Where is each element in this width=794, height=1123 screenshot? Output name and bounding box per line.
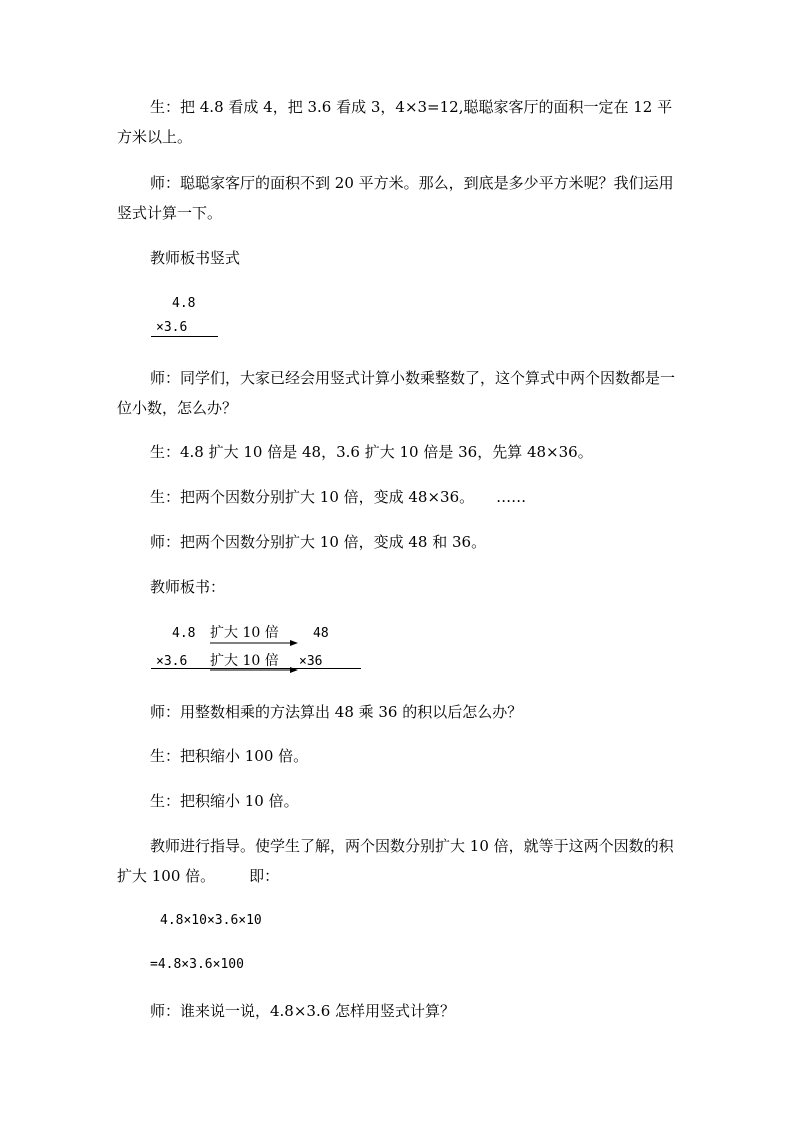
equation-line-1: 4.8×10×3.6×10 — [160, 913, 262, 928]
calc2-row1-right: 48 — [313, 626, 329, 641]
calc2-underline — [151, 668, 361, 669]
guidance-text: 教师进行指导。使学生了解，两个因数分别扩大 10 倍，就等于这两个因数的积扩大 100 倍。 — [117, 837, 674, 885]
guidance-tail: 即： — [249, 867, 280, 885]
paragraph-teacher-question: 师：聪聪家客厅的面积不到 20 平方米。那么，到底是多少平方米呢？我们运用竖式计算一下。 — [117, 174, 674, 222]
right-arrow-icon — [210, 640, 300, 648]
equation-line-2: =4.8×3.6×100 — [150, 957, 244, 972]
calc2-row2-label: 扩大 10 倍 — [210, 653, 279, 669]
paragraph-student-estimate: 生：把 4.8 看成 4，把 3.6 看成 3，4×3=12,聪聪家客厅的面积一定在 12 平方米以上。 — [117, 98, 673, 146]
paragraph-board-title: 教师板书竖式 — [150, 249, 241, 267]
calc2-row2-right: ×36 — [299, 654, 323, 669]
ellipsis: …… — [496, 488, 527, 506]
calc1-underline — [151, 336, 218, 337]
paragraph-board-label: 教师板书： — [150, 578, 226, 596]
paragraph-teacher-prompt: 师：同学们，大家已经会用竖式计算小数乘整数了，这个算式中两个因数都是一位小数，怎么办？ — [117, 369, 676, 417]
paragraph-teacher-next-step: 师：用整数相乘的方法算出 48 乘 36 的积以后怎么办？ — [150, 703, 523, 721]
paragraph-student-shrink-10: 生：把积缩小 10 倍。 — [150, 792, 299, 810]
paragraph-student-answer-2 — [117, 482, 526, 512]
calc2-row2-left: ×3.6 — [156, 654, 188, 669]
calc2-row1-label: 扩大 10 倍 — [210, 625, 279, 641]
paragraph-teacher-final-question: 师：谁来说一说，4.8×3.6 怎样用竖式计算？ — [150, 1002, 456, 1020]
paragraph-teacher-summary: 师：把两个因数分别扩大 10 倍，变成 48 和 36。 — [150, 533, 487, 551]
calc1-bottom: ×3.6 — [156, 320, 188, 335]
student-answer-2-text: 生：把两个因数分别扩大 10 倍，变成 48×36。 — [150, 488, 475, 506]
paragraph-teacher-guidance — [117, 831, 677, 891]
paragraph-student-answer-1: 生：4.8 扩大 10 倍是 48，3.6 扩大 10 倍是 36，先算 48×36。 — [150, 443, 593, 461]
paragraph-student-shrink-100: 生：把积缩小 100 倍。 — [150, 747, 309, 765]
calc2-row1-left: 4.8 — [172, 626, 196, 641]
calc1-top: 4.8 — [172, 296, 196, 311]
